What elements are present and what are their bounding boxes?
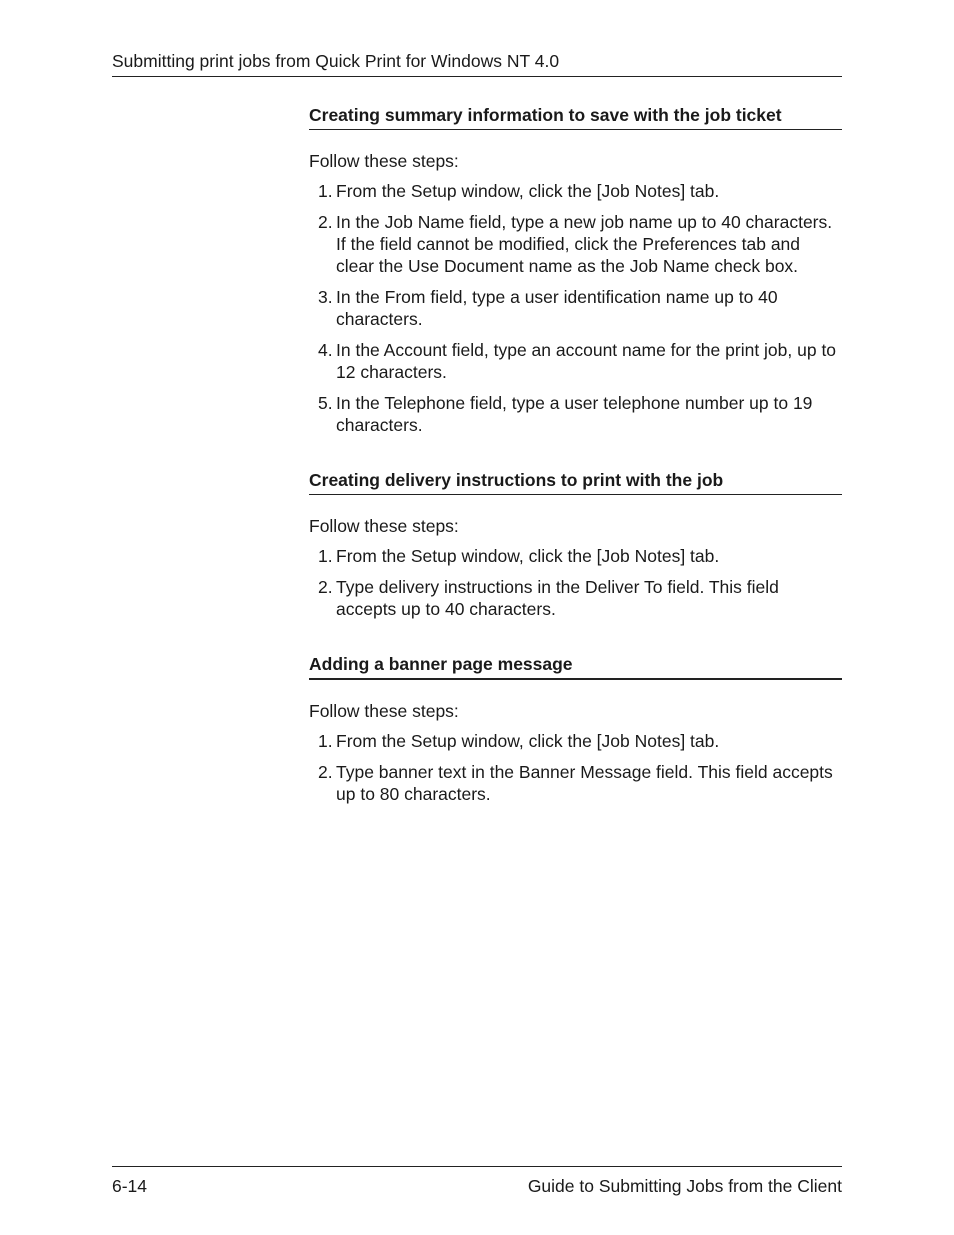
- step-number: 1.: [318, 546, 333, 566]
- step-number: 4.: [318, 340, 333, 360]
- step-number: 3.: [318, 287, 333, 307]
- step-text: In the Account field, type an account name for the print job, up to 12 characters.: [336, 340, 837, 382]
- running-header-title: Submitting print jobs from Quick Print for Windows NT 4.0: [112, 51, 560, 71]
- step-number: 1.: [318, 181, 333, 201]
- section-heading: Creating delivery instructions to print with the job: [309, 469, 842, 495]
- step-list: [309, 730, 842, 805]
- section-delivery-instructions: [309, 469, 842, 620]
- step-text: In the Telephone field, type a user telephone number up to 19 characters.: [336, 393, 813, 435]
- step-number: 2.: [318, 212, 333, 232]
- list-item: [309, 545, 842, 567]
- step-text: From the Setup window, click the [Job Notes] tab.: [336, 546, 720, 566]
- step-number: 1.: [318, 731, 333, 751]
- step-number: 5.: [318, 393, 333, 413]
- step-list: [309, 545, 842, 620]
- section-summary-information: [309, 104, 842, 436]
- list-item: [309, 180, 842, 202]
- book-title: Guide to Submitting Jobs from the Client: [527, 1176, 842, 1196]
- section-intro: Follow these steps:: [309, 516, 459, 536]
- page-number: 6-14: [112, 1176, 148, 1196]
- step-text: Type banner text in the Banner Message field. This field accepts up to 80 characters.: [336, 762, 833, 804]
- list-item: [309, 730, 842, 752]
- section-heading: Adding a banner page message: [309, 653, 842, 680]
- list-item: [309, 761, 842, 805]
- running-header: [112, 50, 842, 77]
- step-number: 2.: [318, 577, 333, 597]
- list-item: [309, 339, 842, 383]
- step-text: In the From field, type a user identification name up to 40 characters.: [336, 287, 778, 329]
- list-item: [309, 211, 842, 277]
- page-content: [309, 104, 842, 814]
- section-intro: Follow these steps:: [309, 151, 459, 171]
- step-text: In the Job Name field, type a new job name up to 40 characters. If the field cannot be modified, click the Preferences tab and clear the Use Document name as the Job Name check box.: [336, 212, 833, 276]
- section-banner-page-message: [309, 653, 842, 805]
- section-heading: Creating summary information to save with the job ticket: [309, 104, 842, 130]
- step-number: 2.: [318, 762, 333, 782]
- step-text: From the Setup window, click the [Job Notes] tab.: [336, 731, 720, 751]
- step-text: From the Setup window, click the [Job Notes] tab.: [336, 181, 720, 201]
- step-text: Type delivery instructions in the Deliver To field. This field accepts up to 40 characters.: [336, 577, 779, 619]
- list-item: [309, 576, 842, 620]
- list-item: [309, 286, 842, 330]
- running-footer: [112, 1166, 842, 1197]
- section-intro: Follow these steps:: [309, 701, 459, 721]
- step-list: [309, 180, 842, 436]
- list-item: [309, 392, 842, 436]
